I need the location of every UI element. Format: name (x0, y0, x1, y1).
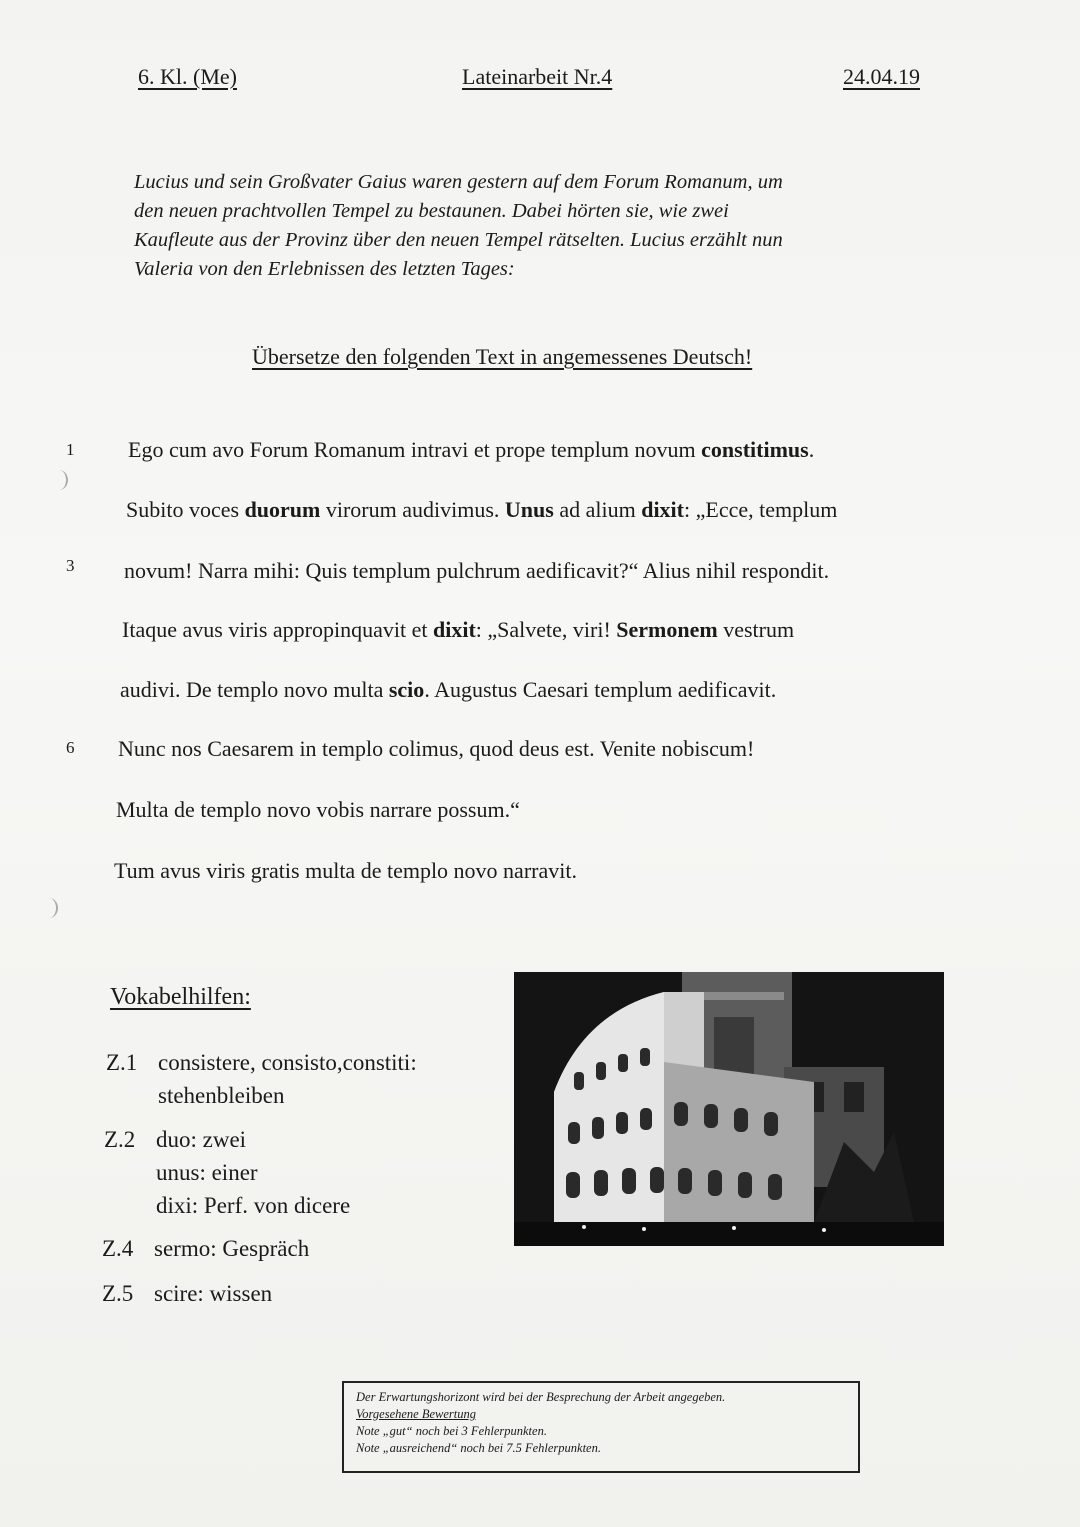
vocab-entry: Z.5 scire: wissen (102, 1277, 272, 1310)
note-line: Note „gut“ noch bei 3 Fehlerpunkten. (356, 1424, 547, 1438)
task-instruction: Übersetze den folgenden Text in angemessenes Deutsch! (252, 344, 753, 369)
intro-text (134, 168, 934, 284)
vocab-entry: Z.4 sermo: Gespräch (102, 1232, 309, 1265)
line-number: 3 (66, 556, 75, 575)
punch-hole (40, 898, 58, 918)
latin-line-8: Tum avus viris gratis multa de templo novo narravit. (114, 858, 577, 883)
line-number: 6 (66, 738, 75, 757)
latin-line-2: Subito voces duorum virorum audivimus. Unus ad alium dixit: „Ecce, templum (126, 497, 838, 522)
vocab-entry: Z.2 duo: zwei unus: einer dixi: Perf. von dicere (104, 1123, 350, 1222)
latin-line-5: audivi. De templo novo multa scio. Augustus Caesari templum aedificavit. (120, 677, 777, 702)
note-line: Der Erwartungshorizont wird bei der Besprechung der Arbeit angegeben. (356, 1390, 726, 1404)
latin-line-1: Ego cum avo Forum Romanum intravi et prope templum novum constitimus. (128, 437, 815, 462)
grading-note (342, 1381, 860, 1473)
vocab-title: Vokabelhilfen: (110, 984, 251, 1010)
exam-title: Lateinarbeit Nr.4 (462, 64, 613, 89)
intro-line: den neuen prachtvollen Tempel zu bestaunen. Dabei hörten sie, wie zwei (134, 200, 729, 222)
punch-hole (50, 470, 68, 490)
exam-date: 24.04.19 (843, 64, 920, 89)
latin-line-4: Itaque avus viris appropinquavit et dixit: „Salvete, viri! Sermonem vestrum (122, 617, 795, 642)
latin-line-3: novum! Narra mihi: Quis templum pulchrum aedificavit?“ Alius nihil respondit. (124, 558, 830, 583)
colosseum-photo (514, 972, 944, 1246)
latin-line-7: Multa de templo novo vobis narrare possum.“ (116, 797, 520, 822)
line-number: 1 (66, 440, 75, 459)
vocab-ref: Z.5 (102, 1281, 134, 1306)
note-line: Vorgesehene Bewertung (356, 1407, 476, 1421)
vocab-ref: Z.2 (104, 1127, 136, 1152)
class-label: 6. Kl. (Me) (138, 64, 237, 89)
latin-line-6: Nunc nos Caesarem in templo colimus, quod deus est. Venite nobiscum! (118, 736, 755, 761)
vocab-ref: Z.4 (102, 1236, 134, 1261)
vocab-entry: Z.1 consistere, consisto,constiti: stehenbleiben (106, 1046, 417, 1112)
vocab-ref: Z.1 (106, 1050, 138, 1075)
note-line: Note „ausreichend“ noch bei 7.5 Fehlerpunkten. (356, 1441, 601, 1455)
intro-line: Valeria von den Erlebnissen des letzten Tages: (134, 258, 515, 280)
intro-line: Lucius und sein Großvater Gaius waren gestern auf dem Forum Romanum, um (134, 171, 783, 193)
intro-line: Kaufleute aus der Provinz über den neuen Tempel rätselten. Lucius erzählt nun (134, 229, 783, 251)
